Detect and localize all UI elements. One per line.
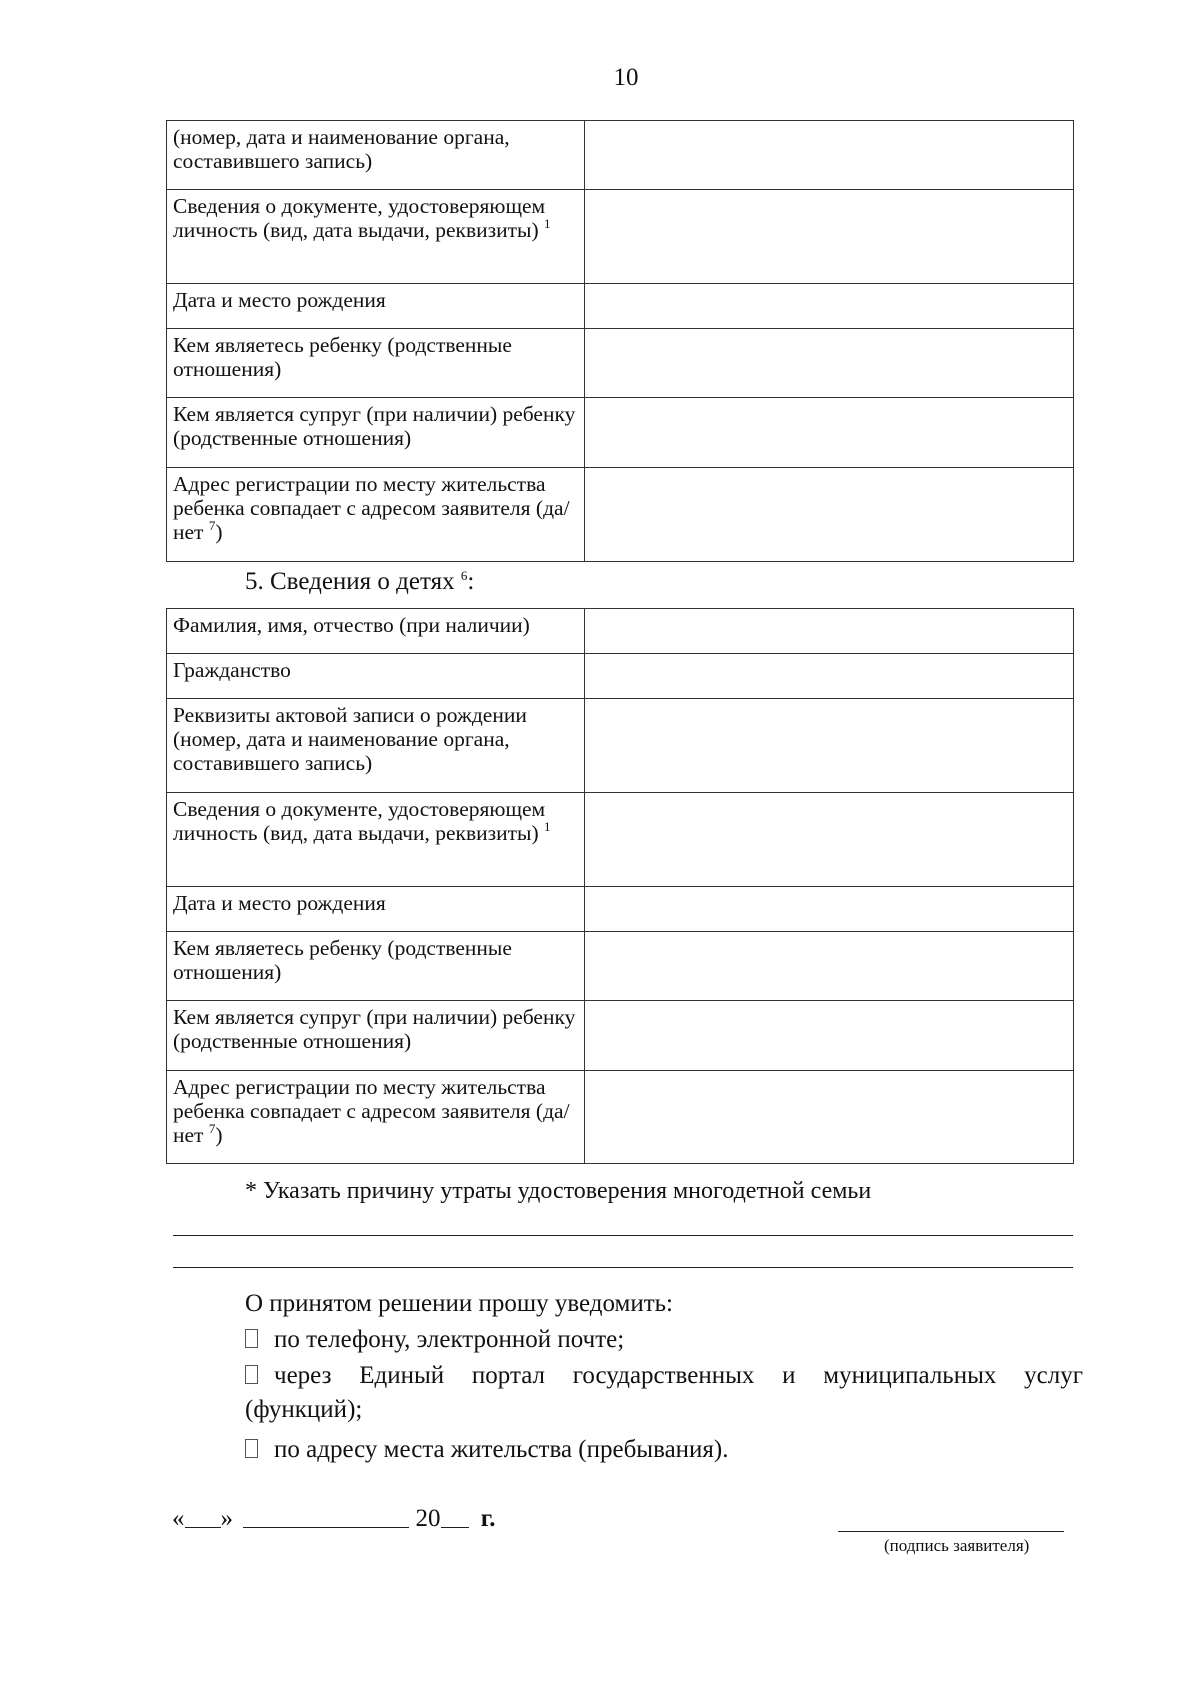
row-label: Кем являетесь ребенку (родственные отношения)	[167, 932, 585, 1001]
table-row	[167, 329, 1074, 398]
row-label: Кем является супруг (при наличии) ребенку (родственные отношения)	[167, 398, 585, 468]
row-label: Кем являетесь ребенку (родственные отношения)	[167, 329, 585, 398]
row-value-field[interactable]	[585, 329, 1074, 398]
table-row	[167, 932, 1074, 1001]
row-label: Адрес регистрации по месту жительства ребенка совпадает с адресом заявителя (да/ нет $^7$)	[167, 468, 585, 562]
table-row	[167, 609, 1074, 654]
notify-option-public-portal-continuation: (функций);	[245, 1396, 363, 1423]
footnote-marker: 1	[544, 819, 551, 834]
table-row	[167, 468, 1074, 562]
date-field[interactable]: « » 20 г.	[172, 1505, 496, 1532]
checkbox[interactable]	[245, 1439, 258, 1458]
checkbox[interactable]	[245, 1365, 258, 1384]
footnote-marker: 6	[460, 568, 468, 583]
row-label: Сведения о документе, удостоверяющем личность (вид, дата выдачи, реквизиты) $^1$	[167, 190, 585, 284]
table-row	[167, 793, 1074, 887]
row-value-field[interactable]	[585, 793, 1074, 887]
loss-reason-line-1[interactable]	[173, 1235, 1073, 1236]
applicant-details-table	[166, 120, 1074, 562]
page-number: 10	[613, 64, 639, 91]
table-row	[167, 1071, 1074, 1164]
row-label: Гражданство	[167, 654, 585, 699]
row-label: Фамилия, имя, отчество (при наличии)	[167, 609, 585, 654]
notification-title: О принятом решении прошу уведомить:	[245, 1290, 673, 1317]
table-row	[167, 190, 1074, 284]
row-value-field[interactable]	[585, 468, 1074, 562]
table-row	[167, 887, 1074, 932]
notify-option-public-portal[interactable]: через Единый портал государственных и муниципальных услуг	[245, 1358, 1083, 1394]
signature-caption: (подпись заявителя)	[884, 1536, 1030, 1555]
table-row	[167, 284, 1074, 329]
row-label: (номер, дата и наименование органа, составившего запись)	[167, 121, 585, 190]
table-row	[167, 699, 1074, 793]
row-value-field[interactable]	[585, 932, 1074, 1001]
row-value-field[interactable]	[585, 284, 1074, 329]
loss-reason-prompt: * Указать причину утраты удостоверения многодетной семьи	[245, 1178, 872, 1204]
row-value-field[interactable]	[585, 1071, 1074, 1164]
signature-line[interactable]	[838, 1531, 1064, 1532]
footnote-marker: 7	[208, 1121, 216, 1136]
footnote-marker: 1	[544, 216, 551, 231]
row-value-field[interactable]	[585, 398, 1074, 468]
notify-option-phone-email[interactable]: по телефону, электронной почте;	[245, 1322, 624, 1358]
row-value-field[interactable]	[585, 1001, 1074, 1071]
loss-reason-line-2[interactable]	[173, 1267, 1073, 1268]
row-label: Дата и место рождения	[167, 887, 585, 932]
row-value-field[interactable]	[585, 609, 1074, 654]
table-row	[167, 398, 1074, 468]
children-details-table	[166, 608, 1074, 1164]
row-label: Адрес регистрации по месту жительства ребенка совпадает с адресом заявителя (да/ нет $^7$)	[167, 1071, 585, 1164]
table-row	[167, 654, 1074, 699]
row-label: Сведения о документе, удостоверяющем личность (вид, дата выдачи, реквизиты) $^1$	[167, 793, 585, 887]
section-heading: 5. Сведения о детях $^6$:	[245, 568, 475, 595]
notify-option-residence-address[interactable]: по адресу места жительства (пребывания).	[245, 1432, 729, 1468]
day-blank[interactable]	[185, 1505, 221, 1528]
month-blank[interactable]	[243, 1505, 409, 1528]
row-label: Кем является супруг (при наличии) ребенку (родственные отношения)	[167, 1001, 585, 1071]
row-label: Дата и место рождения	[167, 284, 585, 329]
year-blank[interactable]	[441, 1505, 469, 1528]
row-value-field[interactable]	[585, 654, 1074, 699]
row-value-field[interactable]	[585, 887, 1074, 932]
row-label: Реквизиты актовой записи о рождении (номер, дата и наименование органа, составившего запись)	[167, 699, 585, 793]
row-value-field[interactable]	[585, 699, 1074, 793]
table-row	[167, 121, 1074, 190]
row-value-field[interactable]	[585, 190, 1074, 284]
checkbox[interactable]	[245, 1329, 258, 1348]
row-value-field[interactable]	[585, 121, 1074, 190]
footnote-marker: 7	[208, 518, 216, 533]
table-row	[167, 1001, 1074, 1071]
